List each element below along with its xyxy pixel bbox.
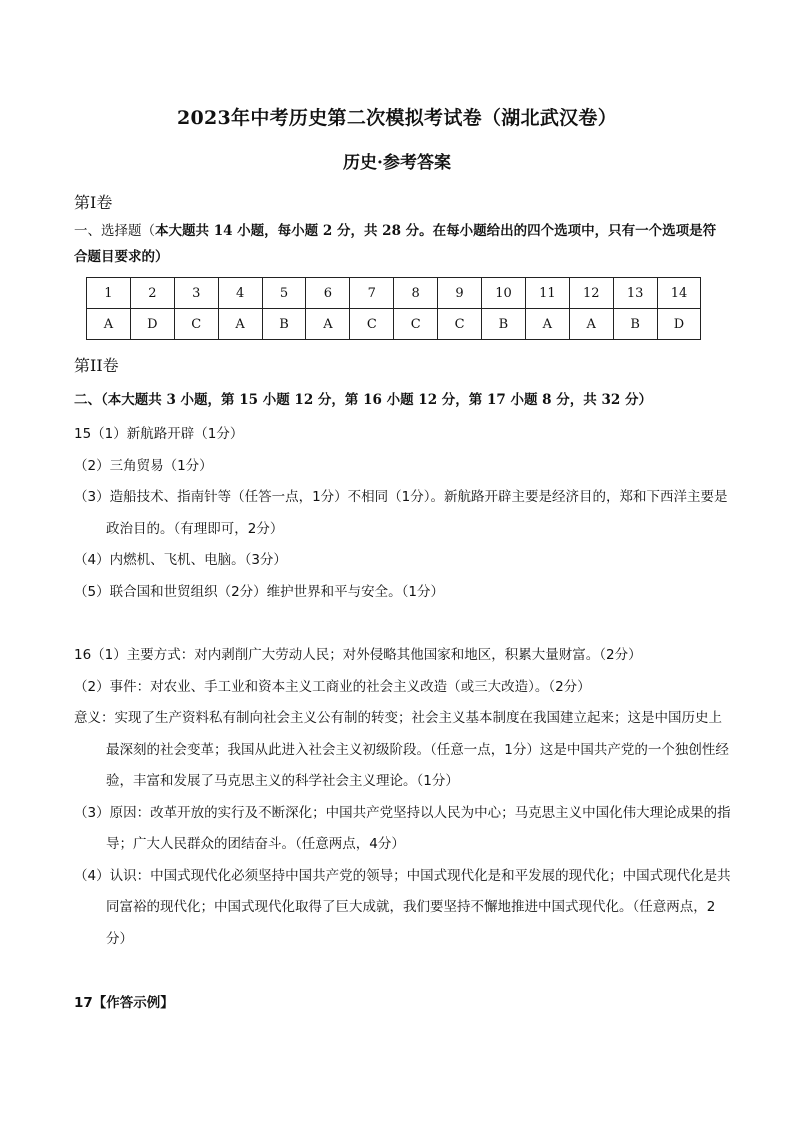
q16-line-1: 16（1）主要方式：对内剥削广大劳动人民；对外侵略其他国家和地区，积累大量财富。（2分） bbox=[74, 647, 642, 663]
question-number-cell: 7 bbox=[350, 278, 394, 309]
q15-line-3: （3）造船技术、指南针等（任答一点，1分）不相同（1分）。新航路开辟主要是经济目的，郑和下西洋主要是政治目的。（有理即可，2分） bbox=[74, 489, 728, 537]
part2-label: 第II卷 bbox=[74, 356, 119, 375]
answer-cell: B bbox=[613, 309, 657, 340]
question-number-cell: 5 bbox=[262, 278, 306, 309]
q15-line-5: （5）联合国和世贸组织（2分）维护世界和平与安全。（1分） bbox=[74, 583, 445, 600]
q16-block bbox=[74, 640, 732, 955]
answer-cell: A bbox=[525, 309, 569, 340]
q15-line-1: 15（1）新航路开辟（1分） bbox=[74, 426, 244, 442]
answer-table bbox=[86, 277, 701, 340]
answer-cell: B bbox=[262, 309, 306, 340]
q16-line-5: （4）认识：中国式现代化必须坚持中国共产党的领导；中国式现代化是和平发展的现代化；中国式现代化是共同富裕的现代化；中国式现代化取得了巨大成就，我们要坚持不懈地推进中国式现代化。（任意两点，2分） bbox=[74, 867, 731, 947]
answer-cell: C bbox=[350, 309, 394, 340]
q16-line-4: （3）原因：改革开放的实行及不断深化；中国共产党坚持以人民为中心；马克思主义中国化伟大理论成果的指导；广大人民群众的团结奋斗。（任意两点，4分） bbox=[74, 804, 731, 852]
q16-line-3: 意义：实现了生产资料私有制向社会主义公有制的转变；社会主义基本制度在我国建立起来；这是中国历史上最深刻的社会变革；我国从此进入社会主义初级阶段。（任意一点，1分）这是中国共产党的一个独创性经验，丰富和发展了马克思主义的科学社会主义理论。（1分） bbox=[74, 710, 729, 789]
question-number-cell: 12 bbox=[569, 278, 613, 309]
answer-cell: D bbox=[657, 309, 701, 340]
question-number-cell: 14 bbox=[657, 278, 701, 309]
q17-label: 17【作答示例】 bbox=[74, 995, 174, 1011]
part1-instruction-body: 本大题共 14 小题，每小题 2 分，共 28 分。在每小题给出的四个选项中，只有一个选项是符合题目要求的） bbox=[74, 223, 717, 265]
answer-cell: C bbox=[394, 309, 438, 340]
answer-cell: A bbox=[306, 309, 350, 340]
question-number-cell: 11 bbox=[525, 278, 569, 309]
question-number-row bbox=[87, 278, 701, 309]
question-number-cell: 4 bbox=[218, 278, 262, 309]
answer-cell: A bbox=[569, 309, 613, 340]
question-number-cell: 3 bbox=[174, 278, 218, 309]
question-number-cell: 13 bbox=[613, 278, 657, 309]
question-number-cell: 2 bbox=[130, 278, 174, 309]
question-number-cell: 8 bbox=[394, 278, 438, 309]
question-number-cell: 9 bbox=[438, 278, 482, 309]
answer-cell: C bbox=[174, 309, 218, 340]
q16-line-2: （2）事件：对农业、手工业和资本主义工商业的社会主义改造（或三大改造）。（2分） bbox=[74, 678, 591, 695]
answer-cell: C bbox=[438, 309, 482, 340]
q15-line-4: （4）内燃机、飞机、电脑。（3分） bbox=[74, 552, 287, 568]
q15-line-2: （2）三角贸易（1分） bbox=[74, 457, 213, 474]
answer-row bbox=[87, 309, 701, 340]
question-number-cell: 10 bbox=[482, 278, 526, 309]
page-title: 2023年中考历史第二次模拟考试卷（湖北武汉卷） bbox=[176, 107, 618, 129]
answer-cell: D bbox=[130, 309, 174, 340]
answer-cell: A bbox=[87, 309, 131, 340]
question-number-cell: 1 bbox=[87, 278, 131, 309]
part1-label: 第Ⅰ卷 bbox=[74, 193, 113, 212]
part2-instruction: 二、（本大题共 3 小题，第 15 小题 12 分，第 16 小题 12 分，第 17 小题 8 分，共 32 分） bbox=[74, 392, 652, 408]
answer-cell: B bbox=[482, 309, 526, 340]
answer-cell: A bbox=[218, 309, 262, 340]
q15-block bbox=[74, 419, 732, 608]
question-number-cell: 6 bbox=[306, 278, 350, 309]
part1-instruction-prefix: 一、选择题（ bbox=[74, 223, 155, 239]
part1-instruction bbox=[74, 218, 724, 270]
page-subtitle: 历史·参考答案 bbox=[343, 153, 451, 173]
